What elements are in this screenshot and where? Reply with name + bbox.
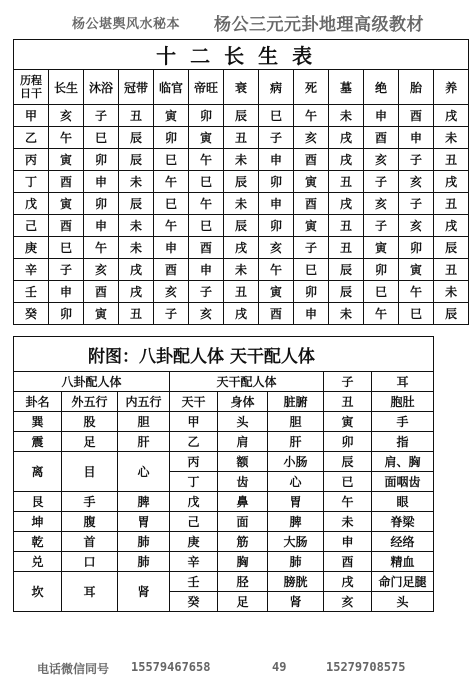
table-cell: 卯 xyxy=(49,303,84,325)
organ: 膀胱 xyxy=(268,572,324,592)
table-cell: 午 xyxy=(49,127,84,149)
table-cell: 未 xyxy=(119,215,154,237)
row-header-gan: 丁 xyxy=(14,171,49,193)
table-cell: 未 xyxy=(224,149,259,171)
table-cell: 未 xyxy=(119,237,154,259)
organ: 心 xyxy=(268,472,324,492)
table-cell: 午 xyxy=(364,303,399,325)
table-cell: 辰 xyxy=(329,259,364,281)
table-cell: 酉 xyxy=(399,105,434,127)
column-header: 病 xyxy=(259,70,294,105)
table-cell: 未 xyxy=(119,171,154,193)
tiangan: 丙 xyxy=(170,452,218,472)
table-cell: 申 xyxy=(189,259,224,281)
table-cell: 子 xyxy=(84,105,119,127)
table-row xyxy=(14,572,434,592)
table-cell: 酉 xyxy=(154,259,189,281)
table-row xyxy=(14,149,469,171)
inner-element: 心 xyxy=(118,452,170,492)
dizhi-body-part: 精血 xyxy=(372,552,434,572)
dizhi: 卯 xyxy=(324,432,372,452)
table-cell: 丑 xyxy=(434,259,469,281)
column-header: 养 xyxy=(434,70,469,105)
table-cell: 酉 xyxy=(49,171,84,193)
column-header: 墓 xyxy=(329,70,364,105)
table-row xyxy=(14,193,469,215)
table-cell: 巳 xyxy=(189,171,224,193)
table-cell: 午 xyxy=(189,149,224,171)
table-cell: 酉 xyxy=(294,149,329,171)
outer-element: 手 xyxy=(62,492,118,512)
table-cell: 卯 xyxy=(189,105,224,127)
group-header-tiangan: 天干配人体 xyxy=(170,372,324,392)
outer-element: 腹 xyxy=(62,512,118,532)
table-cell: 戌 xyxy=(434,215,469,237)
table-cell: 卯 xyxy=(294,281,329,303)
table-cell: 寅 xyxy=(294,171,329,193)
table-cell: 辰 xyxy=(434,303,469,325)
dizhi: 未 xyxy=(324,512,372,532)
body-part: 齿 xyxy=(218,472,268,492)
inner-element: 胃 xyxy=(118,512,170,532)
dizhi-body-part: 面咽齿 xyxy=(372,472,434,492)
table-cell: 卯 xyxy=(84,149,119,171)
table-cell: 巳 xyxy=(399,303,434,325)
dizhi-body-part: 脊梁 xyxy=(372,512,434,532)
body-part: 胸 xyxy=(218,552,268,572)
corner-line-2: 日干 xyxy=(20,87,42,100)
table-cell: 巳 xyxy=(364,281,399,303)
footer-phone-1: 15579467658 xyxy=(131,660,211,674)
organ: 脾 xyxy=(268,512,324,532)
table-cell: 亥 xyxy=(364,193,399,215)
table-cell: 亥 xyxy=(84,259,119,281)
header-left-title: 杨公堪舆风水秘本 xyxy=(72,17,181,32)
row-header-gan: 壬 xyxy=(14,281,49,303)
group-header-bagua: 八卦配人体 xyxy=(14,372,170,392)
table-cell: 午 xyxy=(189,193,224,215)
row-header-gan: 癸 xyxy=(14,303,49,325)
table-cell: 午 xyxy=(154,215,189,237)
table-cell: 丑 xyxy=(224,281,259,303)
table-cell: 辰 xyxy=(224,171,259,193)
table-cell: 申 xyxy=(294,303,329,325)
dizhi-body-part: 经络 xyxy=(372,532,434,552)
tiangan: 丁 xyxy=(170,472,218,492)
organ: 肾 xyxy=(268,592,324,612)
body-part: 鼻 xyxy=(218,492,268,512)
body-part: 筋 xyxy=(218,532,268,552)
table-cell: 寅 xyxy=(294,215,329,237)
table-cell: 戌 xyxy=(434,105,469,127)
table-cell: 卯 xyxy=(84,193,119,215)
dizhi-body-part: 肩、胸 xyxy=(372,452,434,472)
table-row xyxy=(14,532,434,552)
table-cell: 戌 xyxy=(329,193,364,215)
tiangan: 癸 xyxy=(170,592,218,612)
table-cell: 未 xyxy=(434,127,469,149)
inner-element: 胆 xyxy=(118,412,170,432)
column-header: 长生 xyxy=(49,70,84,105)
inner-element: 肺 xyxy=(118,532,170,552)
table-cell: 寅 xyxy=(49,149,84,171)
table-cell: 酉 xyxy=(189,237,224,259)
corner-header xyxy=(14,70,49,105)
table-cell: 辰 xyxy=(224,105,259,127)
row-header-gan: 辛 xyxy=(14,259,49,281)
column-header: 身体 xyxy=(218,392,268,412)
column-header: 临官 xyxy=(154,70,189,105)
column-header: 胞肚 xyxy=(372,392,434,412)
column-header: 死 xyxy=(294,70,329,105)
body-part: 面 xyxy=(218,512,268,532)
dizhi: 辰 xyxy=(324,452,372,472)
table-cell: 寅 xyxy=(154,105,189,127)
table-cell: 寅 xyxy=(189,127,224,149)
gua-name: 艮 xyxy=(14,492,62,512)
table-cell: 未 xyxy=(224,259,259,281)
table-cell: 子 xyxy=(294,237,329,259)
inner-element: 脾 xyxy=(118,492,170,512)
column-header: 脏腑 xyxy=(268,392,324,412)
table-cell: 子 xyxy=(49,259,84,281)
table-cell: 亥 xyxy=(294,127,329,149)
table-row xyxy=(14,303,469,325)
row-header-gan: 乙 xyxy=(14,127,49,149)
table-cell: 酉 xyxy=(364,127,399,149)
row-header-gan: 己 xyxy=(14,215,49,237)
table-cell: 申 xyxy=(84,215,119,237)
column-header: 胎 xyxy=(399,70,434,105)
table-cell: 亥 xyxy=(49,105,84,127)
table-cell: 申 xyxy=(399,127,434,149)
organ: 小肠 xyxy=(268,452,324,472)
table-cell: 未 xyxy=(434,281,469,303)
table-cell: 戌 xyxy=(224,303,259,325)
dizhi-body-part: 头 xyxy=(372,592,434,612)
outer-element: 目 xyxy=(62,452,118,492)
table-cell: 辰 xyxy=(119,127,154,149)
column-header: 绝 xyxy=(364,70,399,105)
table-cell: 巳 xyxy=(259,105,294,127)
dizhi: 午 xyxy=(324,492,372,512)
table-cell: 卯 xyxy=(259,171,294,193)
body-part: 头 xyxy=(218,412,268,432)
outer-element: 股 xyxy=(62,412,118,432)
table-cell: 子 xyxy=(364,215,399,237)
column-header: 衰 xyxy=(224,70,259,105)
table-cell: 巳 xyxy=(84,127,119,149)
outer-element: 足 xyxy=(62,432,118,452)
dizhi: 已 xyxy=(324,472,372,492)
page-header xyxy=(0,10,452,35)
gua-name: 离 xyxy=(14,452,62,492)
table-row xyxy=(14,412,434,432)
column-header: 沐浴 xyxy=(84,70,119,105)
table-cell: 寅 xyxy=(364,237,399,259)
tiangan: 甲 xyxy=(170,412,218,432)
table-cell: 申 xyxy=(259,149,294,171)
table-cell: 丑 xyxy=(329,215,364,237)
table-cell: 戌 xyxy=(224,237,259,259)
table-cell: 丑 xyxy=(434,193,469,215)
table1-title: 十二长生表 xyxy=(14,40,469,70)
table-row xyxy=(14,105,469,127)
table-cell: 申 xyxy=(259,193,294,215)
organ: 大肠 xyxy=(268,532,324,552)
header-er: 耳 xyxy=(372,372,434,392)
gua-name: 震 xyxy=(14,432,62,452)
dizhi: 亥 xyxy=(324,592,372,612)
table-cell: 辰 xyxy=(119,149,154,171)
column-header: 冠带 xyxy=(119,70,154,105)
table-row xyxy=(14,492,434,512)
table-cell: 寅 xyxy=(399,259,434,281)
table-row xyxy=(14,281,469,303)
table-row xyxy=(14,171,469,193)
table-cell: 卯 xyxy=(364,259,399,281)
footer-phone-2: 15279708575 xyxy=(326,660,406,674)
table-cell: 巳 xyxy=(154,193,189,215)
table-cell: 子 xyxy=(189,281,224,303)
table-cell: 辰 xyxy=(119,193,154,215)
organ: 肺 xyxy=(268,552,324,572)
dizhi: 寅 xyxy=(324,412,372,432)
dizhi: 戌 xyxy=(324,572,372,592)
table-row xyxy=(14,127,469,149)
table-row xyxy=(14,259,469,281)
table-cell: 巳 xyxy=(49,237,84,259)
table-cell: 未 xyxy=(329,303,364,325)
table-row xyxy=(14,452,434,472)
table-cell: 卯 xyxy=(154,127,189,149)
table-cell: 丑 xyxy=(329,237,364,259)
table-cell: 巳 xyxy=(294,259,329,281)
body-part: 肩 xyxy=(218,432,268,452)
table-cell: 申 xyxy=(84,171,119,193)
table-cell: 申 xyxy=(364,105,399,127)
table-cell: 辰 xyxy=(329,281,364,303)
column-header: 卦名 xyxy=(14,392,62,412)
table-row xyxy=(14,432,434,452)
table-cell: 酉 xyxy=(84,281,119,303)
table-row xyxy=(14,512,434,532)
body-part: 额 xyxy=(218,452,268,472)
footer-label: 电话微信同号 xyxy=(37,662,110,676)
table-cell: 未 xyxy=(224,193,259,215)
gua-name: 坎 xyxy=(14,572,62,612)
table-cell: 丑 xyxy=(329,171,364,193)
table2-title: 附图：八卦配人体 天干配人体 xyxy=(14,337,434,372)
header-right-title: 杨公三元元卦地理高级教材 xyxy=(214,15,424,35)
table-cell: 未 xyxy=(329,105,364,127)
table-cell: 酉 xyxy=(259,303,294,325)
page-number: 49 xyxy=(272,660,287,674)
gua-name: 乾 xyxy=(14,532,62,552)
gua-name: 巽 xyxy=(14,412,62,432)
outer-element: 首 xyxy=(62,532,118,552)
table-cell: 亥 xyxy=(259,237,294,259)
table-cell: 酉 xyxy=(49,215,84,237)
table-row xyxy=(14,237,469,259)
table-cell: 亥 xyxy=(399,215,434,237)
row-header-gan: 甲 xyxy=(14,105,49,127)
table-cell: 午 xyxy=(154,171,189,193)
table-cell: 午 xyxy=(259,259,294,281)
table-cell: 寅 xyxy=(84,303,119,325)
header-zi: 子 xyxy=(324,372,372,392)
dizhi: 申 xyxy=(324,532,372,552)
tiangan: 乙 xyxy=(170,432,218,452)
table-row xyxy=(14,552,434,572)
twelve-stages-table xyxy=(13,39,469,325)
column-header: 天干 xyxy=(170,392,218,412)
table-cell: 丑 xyxy=(119,105,154,127)
table-cell: 子 xyxy=(259,127,294,149)
gua-name: 坤 xyxy=(14,512,62,532)
table-cell: 子 xyxy=(399,149,434,171)
dizhi-body-part: 手 xyxy=(372,412,434,432)
table-cell: 酉 xyxy=(294,193,329,215)
gua-name: 兑 xyxy=(14,552,62,572)
table-cell: 戌 xyxy=(329,127,364,149)
body-part: 胫 xyxy=(218,572,268,592)
tiangan: 壬 xyxy=(170,572,218,592)
table-cell: 午 xyxy=(84,237,119,259)
inner-element: 肾 xyxy=(118,572,170,612)
row-header-gan: 庚 xyxy=(14,237,49,259)
table-cell: 亥 xyxy=(189,303,224,325)
inner-element: 肝 xyxy=(118,432,170,452)
organ: 胆 xyxy=(268,412,324,432)
table-cell: 亥 xyxy=(364,149,399,171)
table-cell: 戌 xyxy=(119,259,154,281)
table-row xyxy=(14,215,469,237)
dizhi-body-part: 指 xyxy=(372,432,434,452)
table-cell: 卯 xyxy=(259,215,294,237)
table-cell: 丑 xyxy=(434,149,469,171)
table-cell: 亥 xyxy=(154,281,189,303)
outer-element: 耳 xyxy=(62,572,118,612)
column-header: 外五行 xyxy=(62,392,118,412)
column-header: 帝旺 xyxy=(189,70,224,105)
outer-element: 口 xyxy=(62,552,118,572)
table-cell: 丑 xyxy=(119,303,154,325)
table-cell: 申 xyxy=(49,281,84,303)
column-header: 丑 xyxy=(324,392,372,412)
table-cell: 卯 xyxy=(399,237,434,259)
table-cell: 寅 xyxy=(49,193,84,215)
table-cell: 午 xyxy=(294,105,329,127)
dizhi: 酉 xyxy=(324,552,372,572)
table-cell: 寅 xyxy=(259,281,294,303)
dizhi-body-part: 眼 xyxy=(372,492,434,512)
table-cell: 巳 xyxy=(189,215,224,237)
table-cell: 辰 xyxy=(434,237,469,259)
table-cell: 丑 xyxy=(224,127,259,149)
table-cell: 戌 xyxy=(434,171,469,193)
dizhi-body-part: 命门足腿 xyxy=(372,572,434,592)
tiangan: 戊 xyxy=(170,492,218,512)
column-header: 内五行 xyxy=(118,392,170,412)
table-cell: 戌 xyxy=(329,149,364,171)
table-cell: 申 xyxy=(154,237,189,259)
tiangan: 庚 xyxy=(170,532,218,552)
table-cell: 辰 xyxy=(224,215,259,237)
table-cell: 巳 xyxy=(154,149,189,171)
table-cell: 子 xyxy=(154,303,189,325)
row-header-gan: 丙 xyxy=(14,149,49,171)
table-cell: 戌 xyxy=(119,281,154,303)
tiangan: 己 xyxy=(170,512,218,532)
body-part: 足 xyxy=(218,592,268,612)
row-header-gan: 戊 xyxy=(14,193,49,215)
table-cell: 子 xyxy=(364,171,399,193)
corner-line-1: 历程 xyxy=(20,74,42,87)
table-cell: 午 xyxy=(399,281,434,303)
page-footer xyxy=(0,660,452,676)
organ: 胃 xyxy=(268,492,324,512)
organ: 肝 xyxy=(268,432,324,452)
inner-element: 肺 xyxy=(118,552,170,572)
table-cell: 亥 xyxy=(399,171,434,193)
table-cell: 子 xyxy=(399,193,434,215)
bagua-body-table xyxy=(13,336,434,612)
tiangan: 辛 xyxy=(170,552,218,572)
